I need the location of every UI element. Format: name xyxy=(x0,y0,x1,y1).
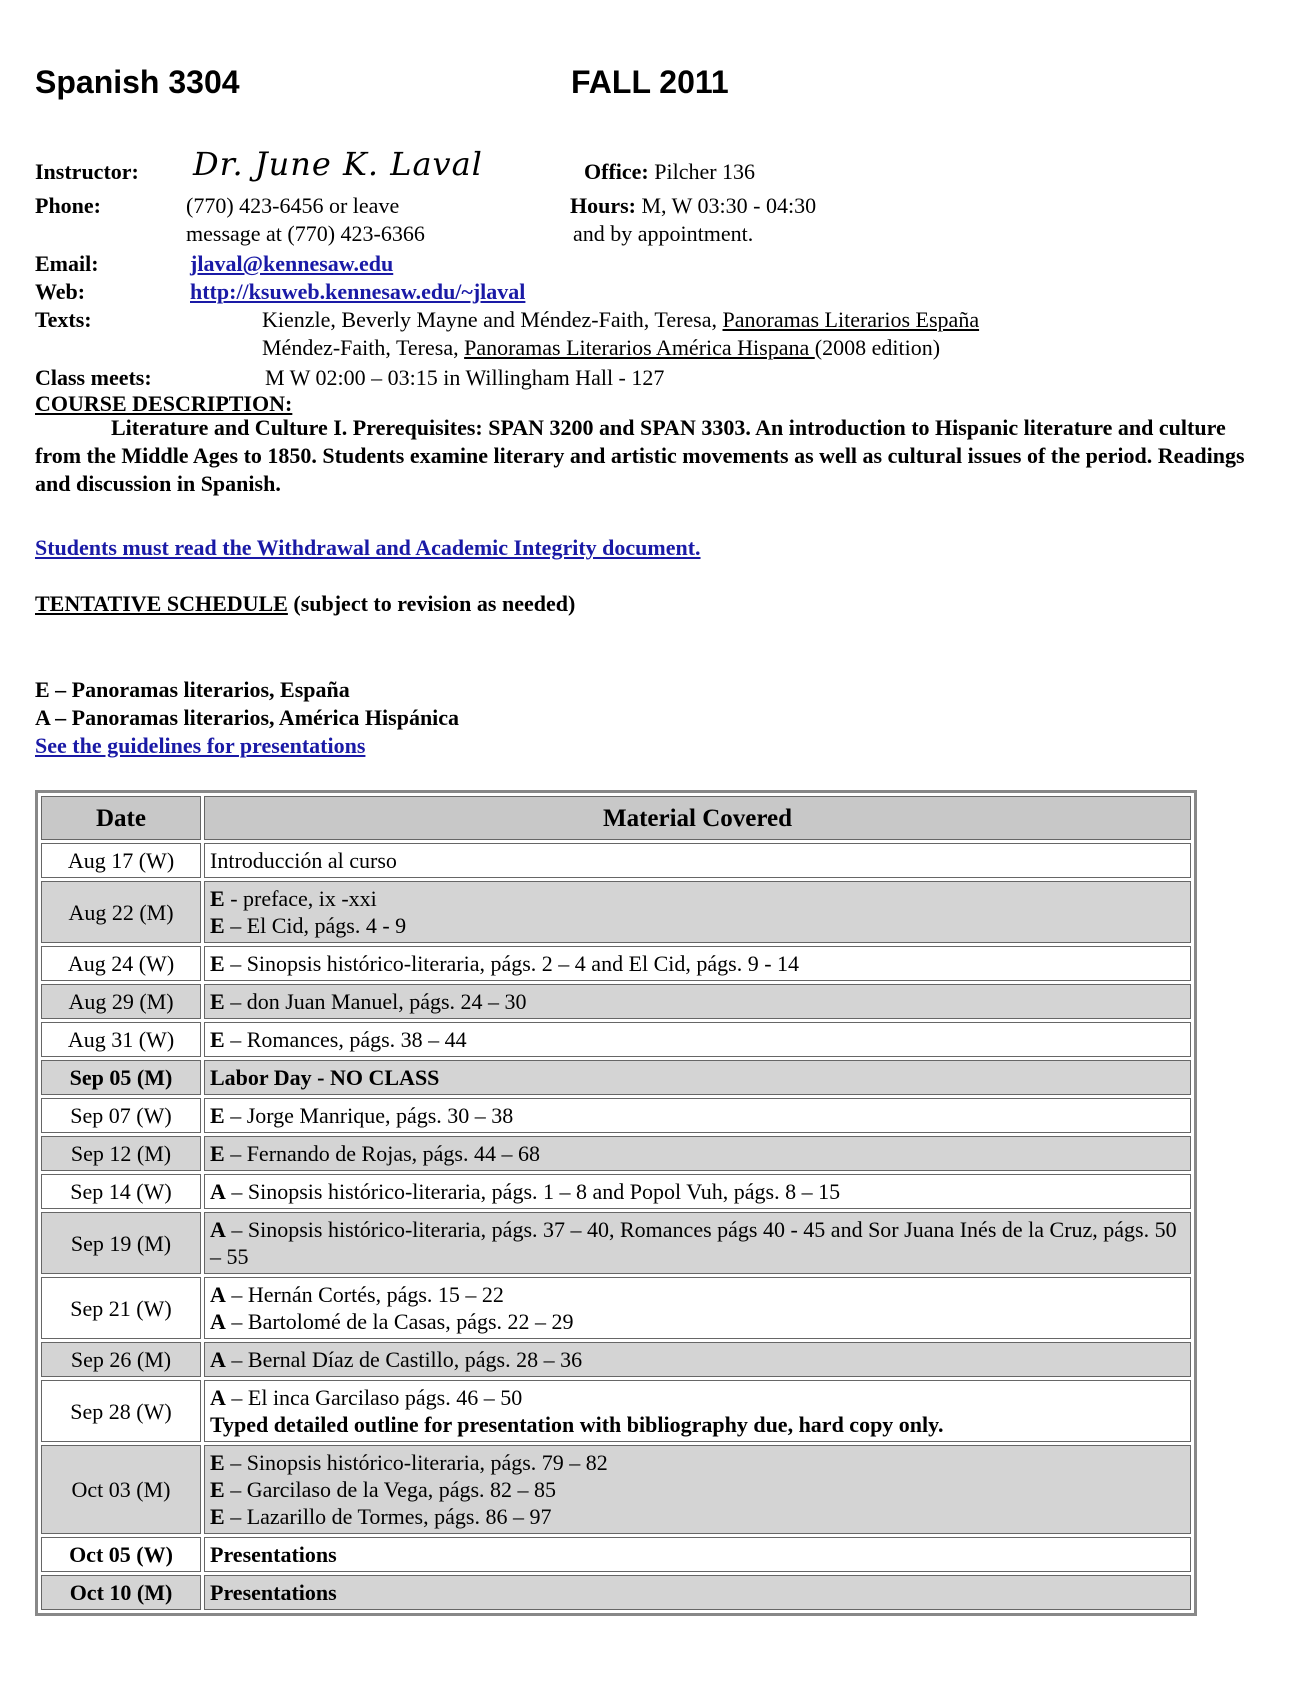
presentation-guidelines-link[interactable]: See the guidelines for presentations xyxy=(35,733,366,758)
date-cell: Aug 17 (W) xyxy=(41,843,201,878)
table-row xyxy=(41,984,1191,1019)
web-label: Web: xyxy=(35,279,86,304)
table-row xyxy=(41,1136,1191,1171)
text-code: A xyxy=(210,1217,226,1242)
schedule-note: (subject to revision as needed) xyxy=(287,591,576,616)
office-label: Office: xyxy=(584,159,649,184)
table-row xyxy=(41,1212,1191,1274)
phone-line-2: message at (770) 423-6366 xyxy=(186,221,425,246)
material-line xyxy=(210,1476,1185,1503)
date-cell: Aug 29 (M) xyxy=(41,984,201,1019)
material-text: – don Juan Manuel, págs. 24 – 30 xyxy=(224,989,527,1014)
table-row xyxy=(41,1445,1191,1534)
text-2 xyxy=(262,334,940,362)
material-cell xyxy=(204,1022,1191,1057)
text-code: E xyxy=(210,989,225,1014)
material-text: Labor Day - NO CLASS xyxy=(210,1065,440,1090)
text-code: E xyxy=(210,1103,225,1128)
material-text: - preface, ix -xxi xyxy=(224,886,377,911)
material-line xyxy=(210,1449,1185,1476)
material-text: – Sinopsis histórico-literaria, págs. 1 – 8 and Popol Vuh, págs. 8 – 15 xyxy=(225,1179,841,1204)
date-cell: Sep 26 (M) xyxy=(41,1342,201,1377)
text-code: E xyxy=(210,886,225,911)
withdrawal-integrity-link[interactable]: Students must read the Withdrawal and Academic Integrity document. xyxy=(35,535,701,560)
table-row xyxy=(41,946,1191,981)
material-cell xyxy=(204,946,1191,981)
table-row xyxy=(41,1380,1191,1442)
material-line xyxy=(210,912,1185,939)
text-code: E xyxy=(210,1027,225,1052)
table-row xyxy=(41,1060,1191,1095)
material-text: Introducción al curso xyxy=(210,848,397,873)
text-2-edition: (2008 edition) xyxy=(814,335,941,360)
office-value: Pilcher 136 xyxy=(654,159,756,184)
material-cell xyxy=(204,1098,1191,1133)
material-text: – Fernando de Rojas, págs. 44 – 68 xyxy=(224,1141,540,1166)
material-line xyxy=(210,1411,1185,1438)
material-cell xyxy=(204,1445,1191,1534)
material-cell xyxy=(204,843,1191,878)
text-code: E xyxy=(210,951,225,976)
material-line xyxy=(210,1503,1185,1530)
material-line xyxy=(210,1579,1185,1606)
material-line xyxy=(210,1308,1185,1335)
material-line xyxy=(210,1102,1185,1129)
office-info xyxy=(584,158,755,186)
date-cell: Sep 19 (M) xyxy=(41,1212,201,1274)
course-description-text: Literature and Culture I. Prerequisites: SPAN 3200 and SPAN 3303. An introduction to Hispanic literature and culture from the Middle Ages to 1850. Students examine literary and artistic movements as well as cultural issues of the period. Readings and discussion in Spanish. xyxy=(35,415,1245,496)
instructor-signature: Dr. June K. Laval xyxy=(193,145,483,183)
legend-a: A – Panoramas literarios, América Hispánica xyxy=(35,705,460,730)
date-cell: Sep 28 (W) xyxy=(41,1380,201,1442)
date-cell: Oct 05 (W) xyxy=(41,1537,201,1572)
email-link[interactable]: jlaval@kennesaw.edu xyxy=(190,251,394,276)
material-text: – Sinopsis histórico-literaria, págs. 79 – 82 xyxy=(224,1450,608,1475)
date-cell: Aug 24 (W) xyxy=(41,946,201,981)
table-row xyxy=(41,1098,1191,1133)
schedule-title: TENTATIVE SCHEDULE xyxy=(35,591,288,616)
date-column-header: Date xyxy=(41,796,201,840)
material-line xyxy=(210,988,1185,1015)
material-text: – El inca Garcilaso págs. 46 – 50 xyxy=(225,1385,523,1410)
date-cell: Aug 31 (W) xyxy=(41,1022,201,1057)
material-cell xyxy=(204,1342,1191,1377)
text-2-title: Panoramas Literarios América Hispana xyxy=(464,335,815,360)
email-label: Email: xyxy=(35,251,99,276)
instructor-label: Instructor: xyxy=(35,159,139,184)
material-line xyxy=(210,1140,1185,1167)
material-cell xyxy=(204,1277,1191,1339)
table-row xyxy=(41,843,1191,878)
material-line xyxy=(210,1178,1185,1205)
hours-info xyxy=(570,192,816,220)
text-code: A xyxy=(210,1347,226,1372)
material-cell xyxy=(204,1537,1191,1572)
table-row xyxy=(41,1277,1191,1339)
table-row xyxy=(41,1022,1191,1057)
date-cell: Oct 10 (M) xyxy=(41,1575,201,1610)
schedule-header-row xyxy=(41,796,1191,840)
material-cell xyxy=(204,1136,1191,1171)
course-title: Spanish 3304 xyxy=(35,64,240,100)
date-cell: Sep 14 (W) xyxy=(41,1174,201,1209)
text-2-authors: Méndez-Faith, Teresa, xyxy=(262,335,465,360)
text-code: A xyxy=(210,1179,226,1204)
text-1 xyxy=(262,306,979,334)
phone-line-1: (770) 423-6456 or leave xyxy=(186,193,400,218)
table-row xyxy=(41,1174,1191,1209)
legend-e: E – Panoramas literarios, España xyxy=(35,677,350,702)
text-code: A xyxy=(210,1309,226,1334)
material-text: – Lazarillo de Tormes, págs. 86 – 97 xyxy=(224,1504,552,1529)
material-text: Presentations xyxy=(210,1542,337,1567)
date-cell: Sep 21 (W) xyxy=(41,1277,201,1339)
material-column-header: Material Covered xyxy=(204,796,1191,840)
material-line xyxy=(210,1026,1185,1053)
text-code: E xyxy=(210,1450,225,1475)
class-meets-value: M W 02:00 – 03:15 in Willingham Hall - 127 xyxy=(265,365,665,390)
schedule-body xyxy=(41,843,1191,1610)
date-cell: Sep 07 (W) xyxy=(41,1098,201,1133)
hours-label: Hours: xyxy=(570,193,636,218)
material-line xyxy=(210,1216,1185,1270)
material-cell xyxy=(204,881,1191,943)
course-description-body xyxy=(35,414,1255,498)
schedule-heading xyxy=(35,590,575,618)
material-line xyxy=(210,1346,1185,1373)
material-text: – Romances, págs. 38 – 44 xyxy=(224,1027,467,1052)
material-cell xyxy=(204,1575,1191,1610)
text-code: A xyxy=(210,1282,226,1307)
schedule-table xyxy=(35,790,1197,1616)
text-1-title: Panoramas Literarios España xyxy=(722,307,980,332)
material-line xyxy=(210,885,1185,912)
date-cell: Sep 12 (M) xyxy=(41,1136,201,1171)
web-link[interactable]: http://ksuweb.kennesaw.edu/~jlaval xyxy=(190,279,526,304)
material-line xyxy=(210,1384,1185,1411)
text-code: E xyxy=(210,913,225,938)
date-cell: Aug 22 (M) xyxy=(41,881,201,943)
text-code: A xyxy=(210,1385,226,1410)
material-text: – Hernán Cortés, págs. 15 – 22 xyxy=(225,1282,504,1307)
material-cell xyxy=(204,1060,1191,1095)
material-line xyxy=(210,1541,1185,1568)
hours-line-2: and by appointment. xyxy=(573,221,754,246)
material-text: – Jorge Manrique, págs. 30 – 38 xyxy=(224,1103,514,1128)
course-description-heading: COURSE DESCRIPTION: xyxy=(35,391,293,416)
date-cell: Oct 03 (M) xyxy=(41,1445,201,1534)
table-row xyxy=(41,1575,1191,1610)
material-cell xyxy=(204,1174,1191,1209)
texts-label: Texts: xyxy=(35,307,92,332)
material-text: – Sinopsis histórico-literaria, págs. 37 – 40, Romances págs 40 - 45 and Sor Juana Inés de la Cruz, págs. 50 – 55 xyxy=(210,1217,1177,1269)
material-text: Presentations xyxy=(210,1580,337,1605)
table-row xyxy=(41,881,1191,943)
material-cell xyxy=(204,1212,1191,1274)
material-text: – El Cid, págs. 4 - 9 xyxy=(224,913,407,938)
material-line xyxy=(210,950,1185,977)
material-text: – Sinopsis histórico-literaria, págs. 2 – 4 and El Cid, págs. 9 - 14 xyxy=(224,951,800,976)
class-meets-label: Class meets: xyxy=(35,365,152,390)
material-line xyxy=(210,1064,1185,1091)
text-code: E xyxy=(210,1504,225,1529)
text-1-authors: Kienzle, Beverly Mayne and Méndez-Faith, Teresa, xyxy=(262,307,723,332)
phone-label: Phone: xyxy=(35,193,101,218)
material-line xyxy=(210,1281,1185,1308)
table-row xyxy=(41,1537,1191,1572)
material-line xyxy=(210,847,1185,874)
material-text: – Garcilaso de la Vega, págs. 82 – 85 xyxy=(224,1477,557,1502)
text-code: E xyxy=(210,1477,225,1502)
material-text: – Bartolomé de la Casas, págs. 22 – 29 xyxy=(225,1309,574,1334)
material-text: – Bernal Díaz de Castillo, págs. 28 – 36 xyxy=(225,1347,583,1372)
table-row xyxy=(41,1342,1191,1377)
term-title: FALL 2011 xyxy=(571,64,729,100)
material-cell xyxy=(204,984,1191,1019)
material-text: Typed detailed outline for presentation with bibliography due, hard copy only. xyxy=(210,1412,944,1437)
text-code: E xyxy=(210,1141,225,1166)
hours-line-1: M, W 03:30 - 04:30 xyxy=(641,193,817,218)
date-cell: Sep 05 (M) xyxy=(41,1060,201,1095)
material-cell xyxy=(204,1380,1191,1442)
